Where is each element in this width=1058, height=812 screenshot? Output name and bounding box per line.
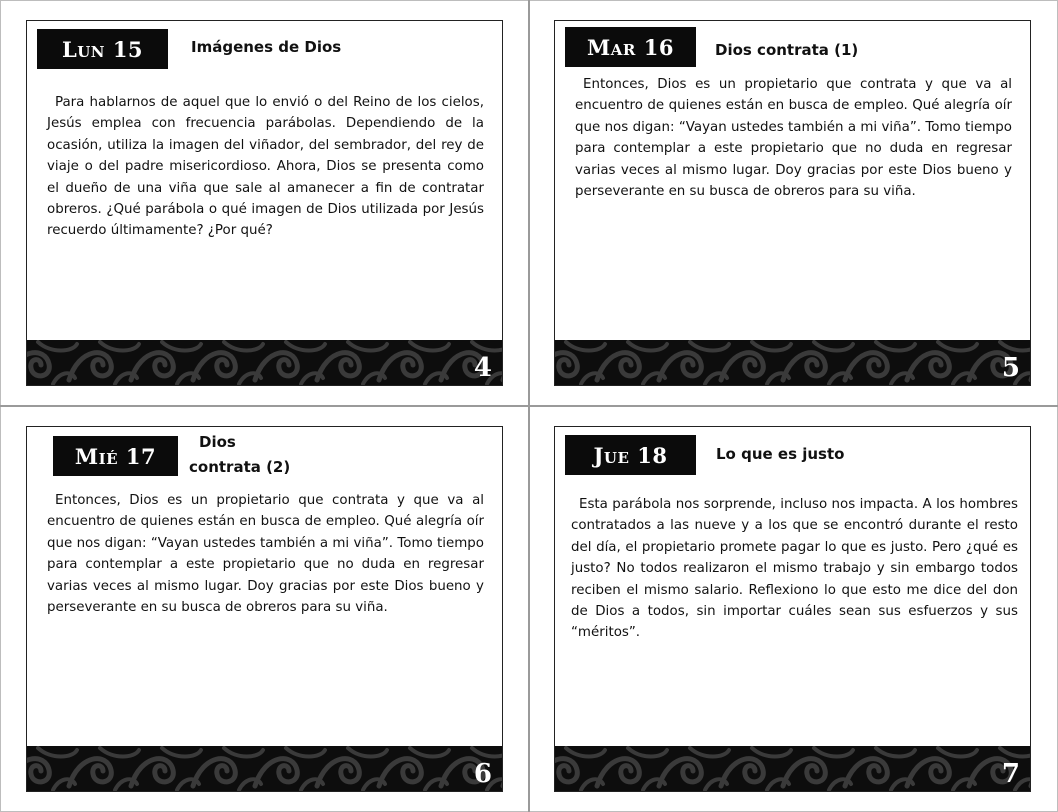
ornamental-band: [555, 746, 1030, 791]
ornament-swirl: [27, 353, 49, 380]
card-title-line-2: contrata (2): [189, 458, 291, 476]
day-label: Jue 18: [565, 435, 696, 475]
card-title-line-1: Dios: [199, 433, 236, 451]
horizontal-cut-line: [0, 405, 1058, 407]
ornament-pattern: [555, 746, 1030, 791]
ornament-swirl: [555, 759, 577, 786]
card-lun-15: [26, 20, 503, 386]
card-body-text: Para hablarnos de aquel que lo envió o del Reino de los cielos, Jesús emplea con frecuencia parábolas. Dependiendo de la ocasión, utiliza la imagen del viñador, del sembrador, del rey de viaje o del padre misericordioso. Ahora, Dios se presenta como el dueño de una viña que sale al amanecer a fin de contratar obreros. ¿Qué parábola o qué imagen de Dios utilizada por Jesús recuerdo últimamente? ¿Por qué?: [47, 95, 484, 239]
ornament-swirl: [27, 759, 49, 786]
card-jue-18: [554, 426, 1031, 792]
card-mar-16: [554, 20, 1031, 386]
card-title: Dios contrata (1): [715, 41, 859, 59]
card-title: Lo que es justo: [716, 445, 845, 463]
card-body-text: Esta parábola nos sorprende, incluso nos impacta. A los hombres contratados a las nueve y a los que se encontró durante el resto del día, el propietario promete pagar lo que es justo. Pero ¿qué es justo? No todos realizaron el mismo trabajo y sin embargo todos reciben el mismo salario. Reflexiono lo que esto me dice del don de Dios a todos, sin importar cuáles sean sus esfuerzos y sus “méritos”.: [571, 497, 1018, 641]
ornament-pattern: [27, 340, 502, 385]
card-title: Imágenes de Dios: [191, 38, 342, 56]
page-number: 5: [1001, 353, 1020, 383]
ornament-pattern: [27, 746, 502, 791]
ornamental-band: [555, 340, 1030, 385]
ornamental-band: [27, 340, 502, 385]
page-number: 6: [473, 759, 492, 789]
page-number: 7: [1001, 759, 1020, 789]
day-label: Lun 15: [37, 29, 168, 69]
card-mie-17: [26, 426, 503, 792]
page-number: 4: [473, 353, 492, 383]
ornament-pattern: [555, 340, 1030, 385]
card-body-text: Entonces, Dios es un propietario que contrata y que va al encuentro de quienes están en busca de empleo. Qué alegría oír que nos digan: “Vayan ustedes también a mi viña”. Tomo tiempo para contemplar a este propietario que no duda en regresar varias veces al mismo lugar. Doy gracias por este Dios bueno y perseverante en su busca de obreros para su viña.: [575, 77, 1012, 200]
card-body-text: Entonces, Dios es un propietario que contrata y que va al encuentro de quienes están en busca de empleo. Qué alegría oír que nos digan: “Vayan ustedes también a mi viña”. Tomo tiempo para contemplar a este propietario que no duda en regresar varias veces al mismo lugar. Doy gracias por este Dios bueno y perseverante en su busca de obreros para su viña.: [47, 493, 484, 616]
day-label: Mar 16: [565, 27, 696, 67]
ornament-swirl: [555, 353, 577, 380]
day-label: Mié 17: [53, 436, 178, 476]
ornamental-band: [27, 746, 502, 791]
